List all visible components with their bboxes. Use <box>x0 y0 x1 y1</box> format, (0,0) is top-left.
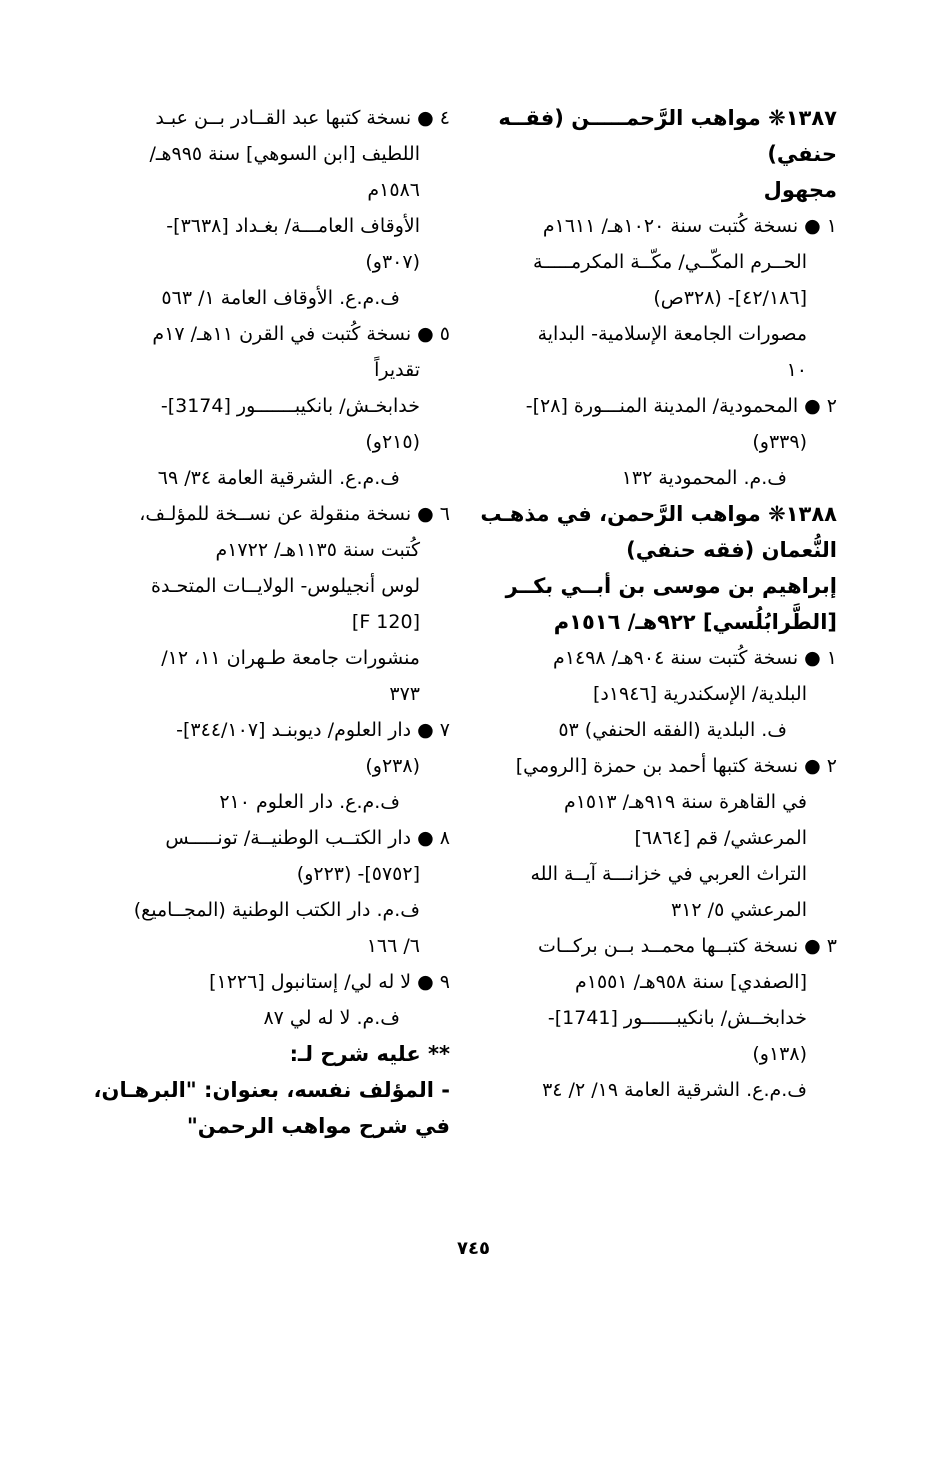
left-column-line: (٢١٥و) <box>365 431 420 453</box>
left-column-line: ٧ ● دار العلوم/ ديوبنـد [٣٤٤/١٠٧]- <box>176 719 450 741</box>
right-column-line: حنفي) <box>767 142 837 166</box>
left-column-line: ٥ ● نسخة كُتبت في القرن ١١هـ/ ١٧م <box>152 323 450 345</box>
left-column-line: ٦ ● نسخة منقولة عن نســخة للمؤلـف، <box>139 503 450 525</box>
right-column-line: ١٠ <box>786 359 807 381</box>
right-column-line: ١ ● نسخة كُتبت سنة ١٠٢٠هـ/ ١٦١١م <box>542 215 837 237</box>
left-column-line: ١٥٨٦م <box>367 179 420 201</box>
right-column <box>480 100 837 1108</box>
left-column-line: (٣٠٧و) <box>365 251 420 273</box>
right-column-line: إبراهيم بن موسى بن أبــي بكــر <box>505 574 837 598</box>
right-column-line: مصورات الجامعة الإسلامية- البداية <box>537 323 807 345</box>
right-column-line: الحــرم المكّــي/ مكّــة المكرمـــــة <box>533 251 807 273</box>
left-column-line: الأوقاف العامـــة/ بغـداد [٣٦٣٨]- <box>166 215 420 237</box>
right-column-line: (١٣٨و) <box>752 1043 807 1065</box>
right-column-line: ٣ ● نسخة كتبــها محمــد بــن بركــات <box>538 935 837 957</box>
right-column-line: المرعشي/ قم [٦٨٦٤] <box>634 827 807 849</box>
right-column-line: خدابخــش/ بانكيبــــــور [1741]- <box>547 1007 807 1029</box>
right-column-line: النُّعمان (فقه حنفي) <box>626 538 837 562</box>
left-column-line: لوس أنجيلوس- الولايــات المتحـدة <box>151 575 420 597</box>
left-column-line: ف.م.ع. الشرقية العامة ٣٤/ ٦٩ <box>157 467 400 489</box>
left-column-line: ٦/ ١٦٦ <box>366 935 420 957</box>
right-column-line: ١٣٨٧❋ مواهب الرَّحمـــــن (فقــه <box>498 106 837 130</box>
left-column-line: ٩ ● لا له لي/ إستانبول [١٢٢٦] <box>209 971 450 993</box>
left-column-line: اللطيف [ابن السوهي] سنة ٩٩٥هـ/ <box>149 143 420 165</box>
left-column-line: ** عليه شرح لـ: <box>289 1042 450 1066</box>
right-column-line: [الصفدي] سنة ٩٥٨هـ/ ١٥٥١م <box>575 971 807 993</box>
left-column-line: كُتبت سنة ١١٣٥هـ/ ١٧٢٢م <box>215 539 420 561</box>
page-number: ٧٤٥ <box>457 1238 490 1259</box>
left-column-line: تقديراً <box>374 359 420 381</box>
right-column-line: [٤٢/١٨٦]- (٣٢٨ص) <box>653 287 807 309</box>
right-column-line: ف.م.ع. الشرقية العامة ١٩/ ٢/ ٣٤ <box>542 1079 807 1101</box>
right-column-line: البلدية/ الإسكندرية [١٩٤٦د] <box>592 683 807 705</box>
right-column-line: التراث العربي في خزانـــة آيــة الله <box>530 863 807 885</box>
left-column-line: ف.م. لا له لي ٨٧ <box>263 1007 400 1029</box>
left-column <box>93 100 450 1144</box>
right-column-line: مجهول <box>763 178 837 202</box>
right-column-line: ١ ● نسخة كُتبت سنة ٩٠٤هـ/ ١٤٩٨م <box>553 647 837 669</box>
right-column-line: ٢ ● المحمودية/ المدينة المنـــورة [٢٨]- <box>525 395 837 417</box>
right-column-line: في القاهرة سنة ٩١٩هـ/ ١٥١٣م <box>563 791 807 813</box>
left-column-line: - المؤلف نفسه، بعنوان: "البرهـان، <box>93 1078 450 1102</box>
right-column-line: (٣٣٩و) <box>752 431 807 453</box>
right-column-line: ٢ ● نسخة كتبها أحمد بن حمزة [الرومي] <box>515 755 837 777</box>
right-column-line: ف. البلدية (الفقه الحنفي) ٥٣ <box>558 719 787 741</box>
right-column-line: ١٣٨٨❋ مواهب الرَّحمن، في مذهـب <box>480 502 837 526</box>
right-column-line: المرعشي ٥/ ٣١٢ <box>671 899 807 921</box>
left-column-line: [٥٧٥٢]- (٢٢٣و) <box>296 863 420 885</box>
left-column-line: ف.م.ع. الأوقاف العامة ١/ ٥٦٣ <box>161 287 400 309</box>
left-column-line: ٨ ● دار الكتــب الوطنيــة/ تونـــــس <box>165 827 450 849</box>
left-column-line: خدابخـش/ بانكيبـــــــور [3174]- <box>160 395 420 417</box>
left-column-line: (٢٣٨و) <box>365 755 420 777</box>
left-column-line: ف.م.ع. دار العلوم ٢١٠ <box>219 791 400 813</box>
left-column-line: ٤ ● نسخة كتبها عبد القــادر بــن عبـد <box>155 107 450 129</box>
left-column-line: منشورات جامعة طـهران ١١، ١٢/ <box>161 647 420 669</box>
left-column-line: [F 120] <box>351 611 420 633</box>
left-column-line: ٣٧٣ <box>389 683 420 705</box>
right-column-line: ف.م. المحمودية ١٣٢ <box>621 467 787 489</box>
left-column-line: ف.م. دار الكتب الوطنية (المجــاميع) <box>133 899 420 921</box>
right-column-line: [الطَّرابُلُسي] ٩٢٢هـ/ ١٥١٦م <box>553 610 837 634</box>
left-column-line: في شرح مواهب الرحمن" <box>186 1114 450 1138</box>
